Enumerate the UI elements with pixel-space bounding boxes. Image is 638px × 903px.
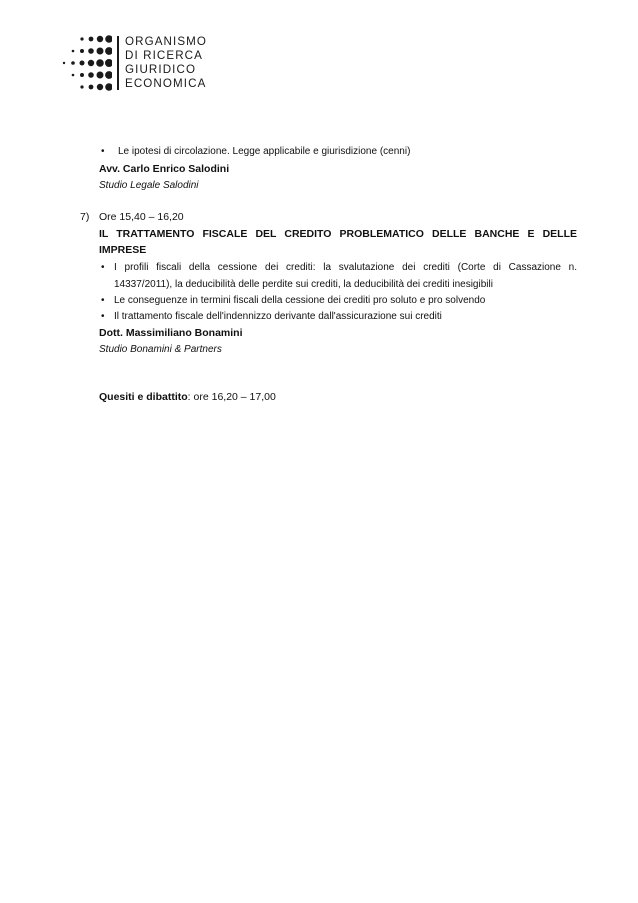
section7-number: 7) xyxy=(80,211,90,223)
section7-title-line2: IMPRESE xyxy=(99,244,147,256)
logo-line-3: GIURIDICO xyxy=(125,63,197,76)
closing-time: : ore 16,20 – 17,00 xyxy=(187,391,276,403)
bullet-marker: • xyxy=(101,311,105,322)
section7-speaker-affiliation: Studio Bonamini & Partners xyxy=(99,344,222,355)
bullet-marker: • xyxy=(101,295,105,306)
logo-line-4: ECONOMICA xyxy=(125,77,207,90)
section7-speaker-name: Dott. Massimiliano Bonamini xyxy=(99,327,243,339)
section6-speaker-affiliation: Studio Legale Salodini xyxy=(99,180,199,191)
section7-bullet3: Il trattamento fiscale dell'indennizzo derivante dall'assicurazione sui crediti xyxy=(114,311,442,322)
logo-line-1: ORGANISMO xyxy=(125,35,208,48)
closing-label: Quesiti e dibattito xyxy=(99,391,188,403)
section7-time: Ore 15,40 – 16,20 xyxy=(99,211,184,223)
section6-bullet-last: Le ipotesi di circolazione. Legge applicabile e giurisdizione (cenni) xyxy=(118,146,411,157)
closing-line xyxy=(99,391,276,403)
bullet-marker: • xyxy=(101,262,105,273)
bullet-marker: • xyxy=(101,146,105,157)
section7-bullet2: Le conseguenze in termini fiscali della cessione dei crediti pro soluto e pro solvendo xyxy=(114,295,486,306)
logo-line-2: DI RICERCA xyxy=(125,49,203,62)
section7-bullet1-line2: 14337/2011), la deducibilità delle perdite sui crediti, la deducibilità dei crediti inesigibili xyxy=(114,279,493,290)
section7-bullet1-line1: I profili fiscali della cessione dei crediti: la svalutazione dei crediti (Corte di Cassazione n. xyxy=(114,262,577,273)
section6-speaker-name: Avv. Carlo Enrico Salodini xyxy=(99,163,230,175)
section7-title-line1: IL TRATTAMENTO FISCALE DEL CREDITO PROBLEMATICO DELLE BANCHE E DELLE xyxy=(99,228,577,240)
